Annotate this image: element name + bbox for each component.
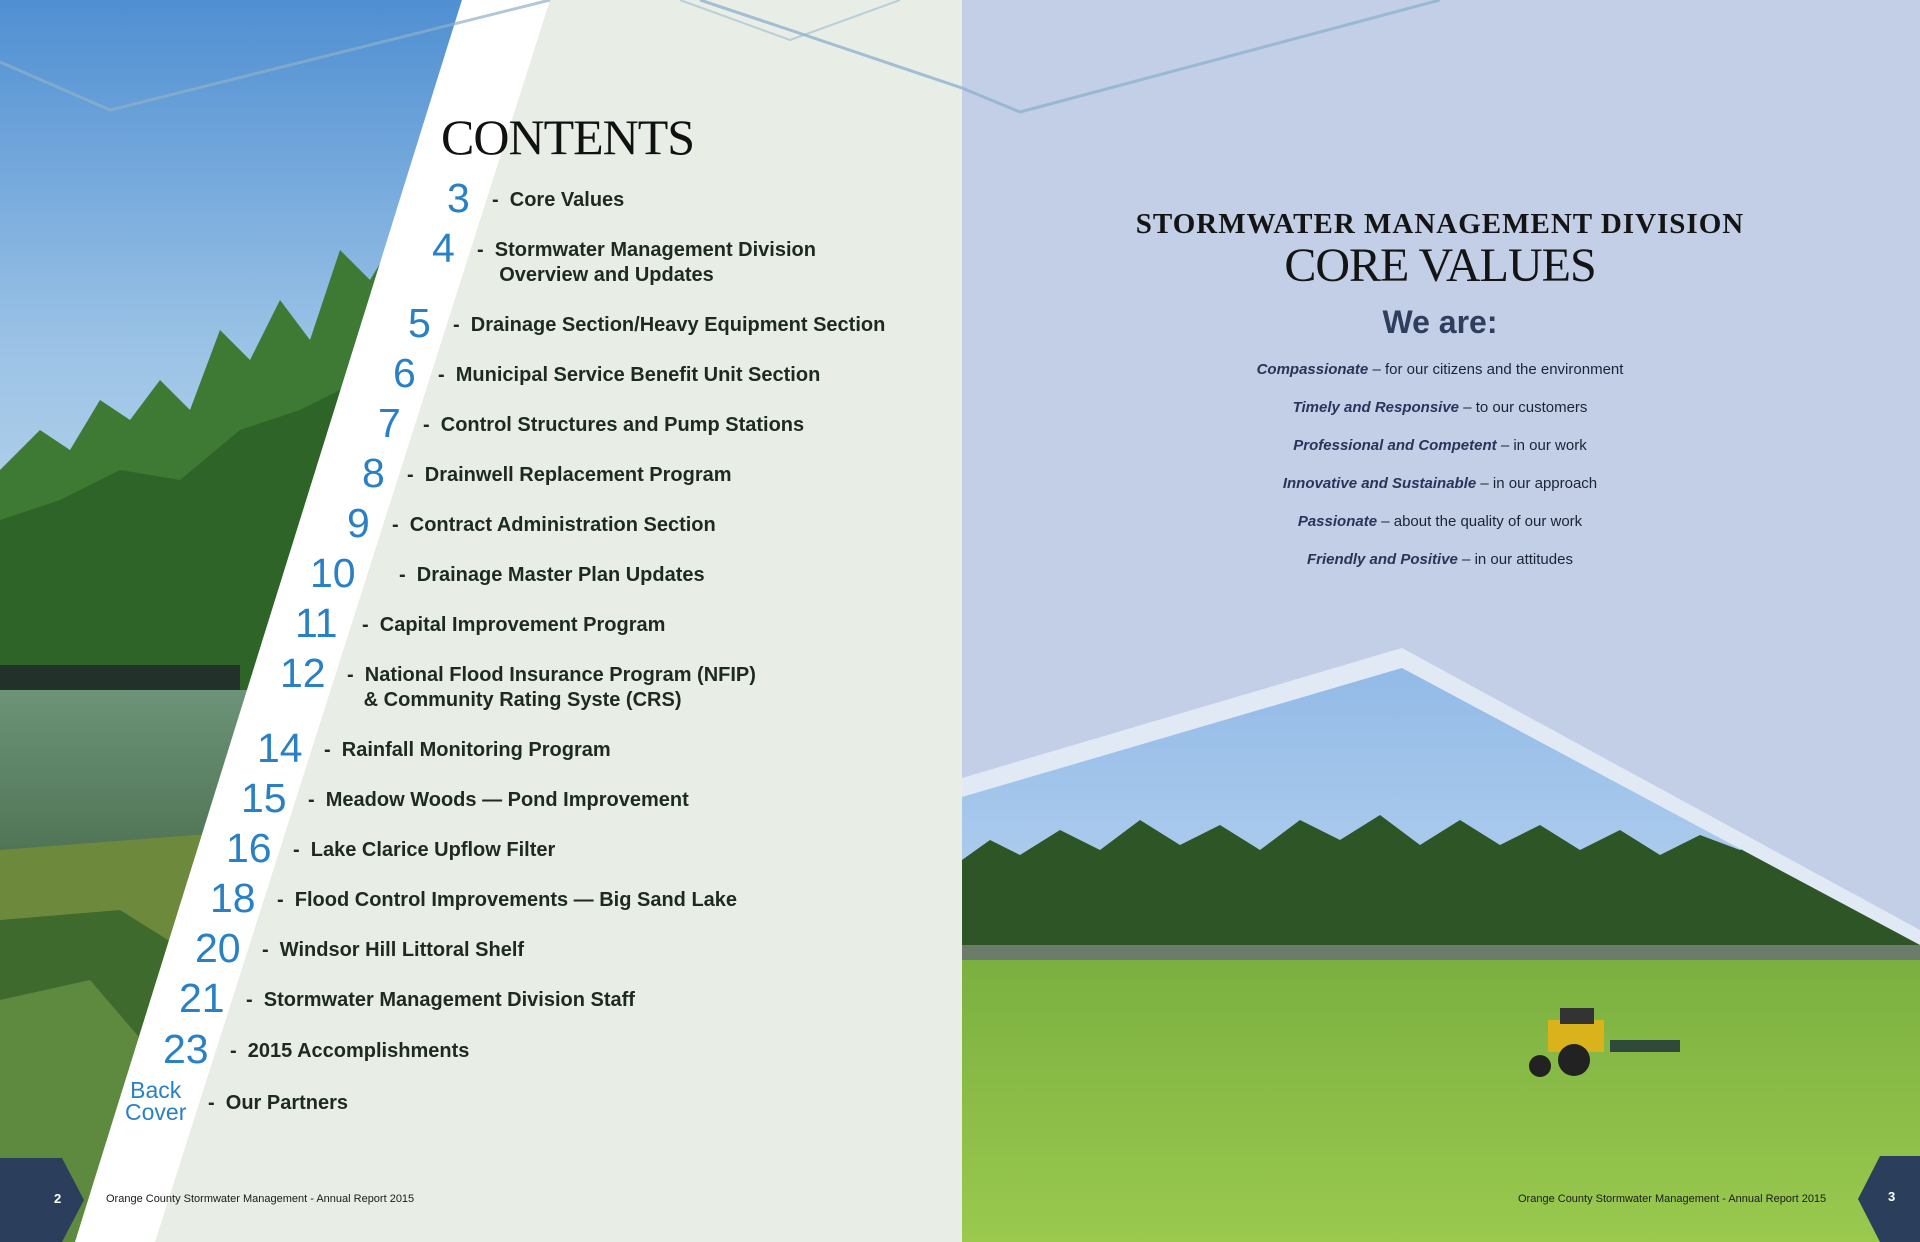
value-term: Friendly and Positive bbox=[1307, 551, 1458, 568]
toc-label: - 2015 Accomplishments bbox=[230, 1040, 470, 1062]
toc-label: - Our Partners bbox=[208, 1092, 349, 1114]
toc-label: - National Flood Insurance Program (NFIP) & Community Rating Syste (CRS) bbox=[347, 664, 756, 711]
value-desc: – in our work bbox=[1496, 437, 1587, 454]
value-term: Compassionate bbox=[1256, 361, 1369, 378]
value-desc: – to our customers bbox=[1459, 399, 1588, 416]
value-desc: – in our attitudes bbox=[1457, 551, 1573, 568]
footer-right: Orange County Stormwater Management - Annual Report 2015 bbox=[1518, 1193, 1827, 1205]
core-value-line bbox=[1100, 551, 1780, 568]
value-desc: – in our approach bbox=[1476, 475, 1598, 492]
page-badge-left bbox=[0, 1158, 84, 1242]
toc-page-number: 20 bbox=[195, 925, 241, 971]
toc-label: - Meadow Woods — Pond Improvement bbox=[308, 789, 689, 811]
toc-label: - Contract Administration Section bbox=[392, 514, 716, 536]
page-number-right: 3 bbox=[1888, 1189, 1896, 1204]
core-value-line bbox=[1100, 399, 1780, 416]
toc-label: - Flood Control Improvements — Big Sand Lake bbox=[277, 889, 738, 911]
toc-page-number: 3 bbox=[447, 175, 470, 221]
contents-title: CONTENTS bbox=[441, 109, 695, 165]
toc-label: - Drainage Master Plan Updates bbox=[399, 564, 705, 586]
toc-page-number: 8 bbox=[362, 450, 385, 496]
core-value-line bbox=[1100, 361, 1780, 378]
page-number-left: 2 bbox=[54, 1191, 62, 1206]
toc-label: - Control Structures and Pump Stations bbox=[423, 414, 805, 436]
toc-label: - Core Values bbox=[492, 189, 625, 211]
value-term: Professional and Competent bbox=[1293, 437, 1497, 454]
footer-left: Orange County Stormwater Management - Annual Report 2015 bbox=[106, 1193, 415, 1205]
toc-page-number: 4 bbox=[432, 225, 455, 271]
toc-page-number: 14 bbox=[257, 725, 303, 771]
toc-page-number: 10 bbox=[310, 550, 356, 596]
value-desc: – about the quality of our work bbox=[1377, 513, 1583, 530]
toc-label: - Drainwell Replacement Program bbox=[407, 464, 732, 486]
division-heading: STORMWATER MANAGEMENT DIVISION bbox=[1135, 208, 1745, 240]
value-term: Passionate bbox=[1297, 513, 1378, 530]
toc-label: - Capital Improvement Program bbox=[362, 614, 666, 636]
core-value-line bbox=[1100, 437, 1780, 454]
toc-page-number: 23 bbox=[163, 1026, 209, 1072]
toc-label: - Rainfall Monitoring Program bbox=[324, 739, 611, 761]
core-value-line bbox=[1100, 475, 1780, 492]
toc-page-number: 6 bbox=[393, 350, 416, 396]
toc-label: - Municipal Service Benefit Unit Section bbox=[438, 364, 821, 386]
toc-label: - Stormwater Management Division Overview and Updates bbox=[477, 239, 816, 286]
toc-label: - Drainage Section/Heavy Equipment Section bbox=[453, 314, 886, 336]
value-term: Timely and Responsive bbox=[1292, 399, 1460, 416]
toc-page-number: Back Cover bbox=[125, 1077, 187, 1125]
toc-page-number: 15 bbox=[241, 775, 287, 821]
toc-label: - Lake Clarice Upflow Filter bbox=[293, 839, 556, 861]
toc-page-number: 12 bbox=[280, 650, 326, 696]
core-values-heading: CORE VALUES bbox=[1284, 239, 1596, 292]
toc-page-number: 5 bbox=[408, 300, 431, 346]
toc-page-number: 21 bbox=[179, 975, 225, 1021]
toc-page-number: 11 bbox=[295, 600, 338, 646]
value-desc: – for our citizens and the environment bbox=[1368, 361, 1624, 378]
toc-page-number: 16 bbox=[226, 825, 272, 871]
toc-label: - Stormwater Management Division Staff bbox=[246, 989, 635, 1011]
toc-page-number: 9 bbox=[347, 500, 370, 546]
toc-page-number: 18 bbox=[210, 875, 256, 921]
toc-label: - Windsor Hill Littoral Shelf bbox=[262, 939, 525, 961]
we-are-heading: We are: bbox=[1382, 304, 1498, 340]
core-value-line bbox=[1100, 513, 1780, 530]
toc-page-number: 7 bbox=[378, 400, 401, 446]
value-term: Innovative and Sustainable bbox=[1282, 475, 1477, 492]
